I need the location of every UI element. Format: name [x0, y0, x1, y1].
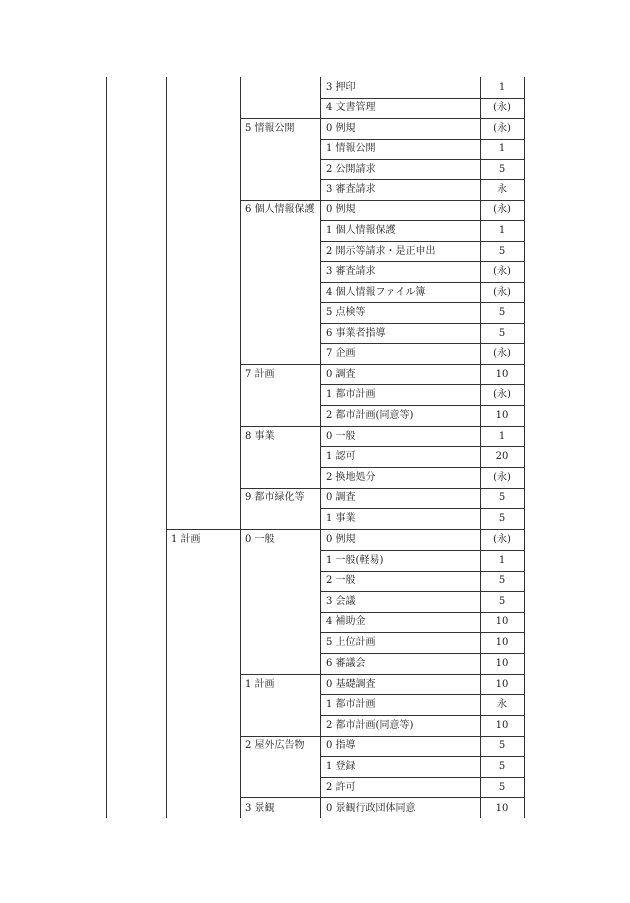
item-cell: 2 都市計画(同意等) — [326, 720, 414, 731]
retention-cell: 10 — [495, 720, 509, 731]
retention-cell: 5 — [498, 513, 506, 524]
item-cell: 1 認可 — [326, 451, 356, 462]
row-rule — [320, 777, 524, 778]
row-rule — [320, 220, 524, 221]
item-cell: 4 個人情報ファイル簿 — [326, 287, 426, 298]
row-rule — [320, 632, 524, 633]
retention-cell: 5 — [498, 782, 506, 793]
item-cell: 1 都市計画 — [326, 699, 376, 710]
item-cell: 3 審査請求 — [326, 266, 376, 277]
row-rule — [320, 612, 524, 613]
item-cell: 2 公開請求 — [326, 164, 376, 175]
item-cell: 2 開示等請求・是正申出 — [326, 246, 436, 257]
item-cell: 5 点検等 — [326, 307, 366, 318]
retention-cell: 10 — [495, 658, 509, 669]
item-cell: 0 基礎調査 — [326, 679, 376, 690]
item-cell: 4 補助金 — [326, 616, 366, 627]
group-rule — [240, 488, 524, 489]
category-cell: 1 計画 — [245, 679, 275, 690]
row-rule — [320, 446, 524, 447]
item-cell: 5 上位計画 — [326, 637, 376, 648]
row-rule — [320, 302, 524, 303]
retention-cell: 5 — [498, 246, 506, 257]
category-cell: 8 事業 — [245, 431, 275, 442]
retention-cell: 5 — [498, 596, 506, 607]
item-cell: 2 換地処分 — [326, 472, 376, 483]
item-cell: 3 審査請求 — [326, 184, 376, 195]
item-cell: 0 調査 — [326, 369, 356, 380]
retention-cell: 5 — [498, 164, 506, 175]
row-rule — [320, 508, 524, 509]
category-cell: 5 情報公開 — [245, 123, 295, 134]
retention-cell: (永) — [493, 389, 511, 400]
retention-cell: (永) — [493, 102, 511, 113]
row-rule — [320, 384, 524, 385]
item-cell: 0 一般 — [326, 431, 356, 442]
category-cell: 6 個人情報保護 — [245, 204, 315, 215]
retention-cell: 1 — [498, 143, 506, 154]
category-cell: 7 計画 — [245, 369, 275, 380]
group-rule — [240, 797, 524, 798]
item-cell: 1 登録 — [326, 761, 356, 772]
item-cell: 0 景観行政団体同意 — [326, 803, 416, 814]
retention-cell: 10 — [495, 803, 509, 814]
retention-cell: 永 — [497, 699, 507, 710]
item-cell: 3 押印 — [326, 82, 356, 93]
group-rule — [240, 674, 524, 675]
item-cell: 7 企画 — [326, 348, 356, 359]
item-cell: 1 一般(軽易) — [326, 555, 384, 566]
retention-cell: 20 — [495, 451, 509, 462]
column-rule — [166, 77, 167, 818]
item-cell: 0 例規 — [326, 123, 356, 134]
row-rule — [320, 653, 524, 654]
retention-cell: (永) — [493, 534, 511, 545]
row-rule — [320, 715, 524, 716]
item-cell: 0 指導 — [326, 740, 356, 751]
item-cell: 1 個人情報保護 — [326, 225, 396, 236]
retention-cell: 10 — [495, 679, 509, 690]
retention-cell: (永) — [493, 204, 511, 215]
section-cell: 1 計画 — [171, 534, 201, 545]
category-cell: 9 都市緑化等 — [245, 492, 305, 503]
row-rule — [320, 159, 524, 160]
row-rule — [320, 282, 524, 283]
item-cell: 2 都市計画(同意等) — [326, 410, 414, 421]
column-rule — [320, 77, 321, 818]
category-cell: 0 一般 — [245, 534, 275, 545]
retention-cell: 5 — [498, 761, 506, 772]
item-cell: 1 事業 — [326, 513, 356, 524]
group-rule — [240, 426, 524, 427]
item-cell: 6 事業者指導 — [326, 328, 386, 339]
retention-cell: 10 — [495, 369, 509, 380]
retention-cell: 1 — [498, 225, 506, 236]
row-rule — [320, 756, 524, 757]
retention-cell: 10 — [495, 410, 509, 421]
group-rule — [240, 118, 524, 119]
retention-cell: 1 — [498, 431, 506, 442]
retention-cell: 5 — [498, 740, 506, 751]
group-rule — [240, 364, 524, 365]
row-rule — [320, 343, 524, 344]
column-rule — [524, 77, 525, 818]
item-cell: 2 許可 — [326, 782, 356, 793]
retention-cell: 10 — [495, 616, 509, 627]
item-cell: 0 調査 — [326, 492, 356, 503]
category-cell: 2 屋外広告物 — [245, 740, 305, 751]
retention-cell: (永) — [493, 287, 511, 298]
row-rule — [320, 139, 524, 140]
retention-cell: 5 — [498, 575, 506, 586]
row-rule — [320, 98, 524, 99]
retention-cell: 10 — [495, 637, 509, 648]
item-cell: 6 審議会 — [326, 658, 366, 669]
retention-cell: (永) — [493, 472, 511, 483]
group-rule — [240, 736, 524, 737]
row-rule — [320, 323, 524, 324]
retention-cell: 永 — [497, 184, 507, 195]
row-rule — [320, 571, 524, 572]
row-rule — [320, 467, 524, 468]
item-cell: 4 文書管理 — [326, 102, 376, 113]
group-rule — [240, 200, 524, 201]
item-cell: 2 一般 — [326, 575, 356, 586]
retention-cell: 1 — [498, 555, 506, 566]
retention-cell: (永) — [493, 123, 511, 134]
item-cell: 1 情報公開 — [326, 143, 376, 154]
item-cell: 0 例規 — [326, 534, 356, 545]
item-cell: 0 例規 — [326, 204, 356, 215]
row-rule — [320, 694, 524, 695]
section-rule — [166, 529, 524, 530]
row-rule — [320, 550, 524, 551]
retention-cell: 1 — [498, 82, 506, 93]
row-rule — [320, 179, 524, 180]
retention-cell: (永) — [493, 348, 511, 359]
row-rule — [320, 261, 524, 262]
retention-cell: 5 — [498, 492, 506, 503]
column-rule — [106, 77, 107, 818]
row-rule — [320, 405, 524, 406]
item-cell: 3 会議 — [326, 596, 356, 607]
row-rule — [320, 591, 524, 592]
category-cell: 3 景観 — [245, 803, 275, 814]
column-rule — [240, 77, 241, 818]
retention-cell: (永) — [493, 266, 511, 277]
item-cell: 1 都市計画 — [326, 389, 376, 400]
retention-cell: 5 — [498, 328, 506, 339]
retention-cell: 5 — [498, 307, 506, 318]
row-rule — [320, 241, 524, 242]
